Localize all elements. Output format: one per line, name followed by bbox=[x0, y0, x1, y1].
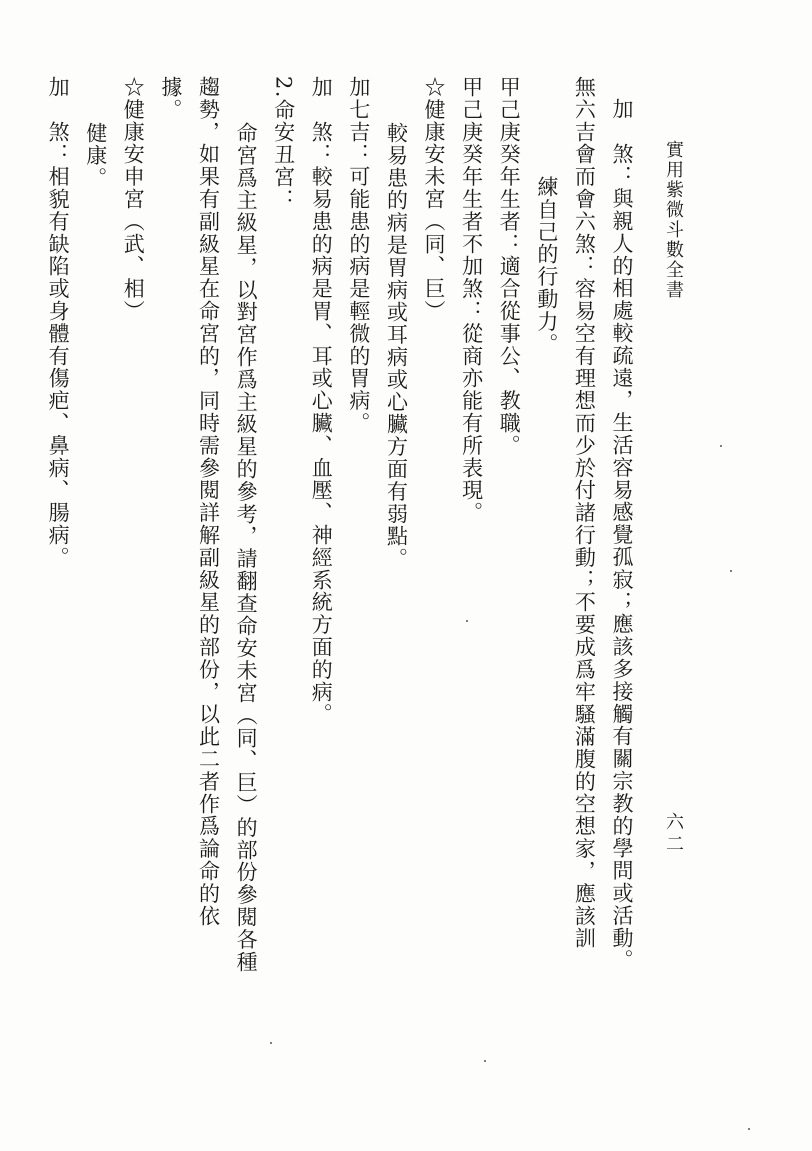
text-column: 加 煞：與親人的相處較疏遠，生活容易感覺孤寂；應該多接觸有關宗教的學問或活動。 bbox=[610, 98, 634, 972]
text-column: 加 煞：相貌有缺陷或身體有傷疤、鼻病、腸病。 bbox=[46, 76, 71, 569]
scan-speck bbox=[484, 1060, 486, 1062]
text-column: 加 煞：較易患的病是胃、耳或心臟、血壓、神經系統方面的病。 bbox=[309, 76, 334, 726]
text-column: 據。 bbox=[158, 76, 183, 121]
scan-speck bbox=[730, 570, 732, 572]
scan-speck bbox=[270, 1042, 272, 1044]
text-column: 加七吉：可能患的病是輕微的胃病。 bbox=[346, 76, 371, 435]
page-number: 六二 bbox=[663, 812, 684, 856]
scan-speck bbox=[466, 620, 468, 622]
text-column: 甲己庚癸年生者不加煞：從商亦能有所表現。 bbox=[459, 76, 484, 524]
scan-speck bbox=[720, 445, 722, 447]
text-column: 命宮爲主級星，以對宮作爲主級星的參考，請翻查命安未宮（同、巨）的部份參閱各種 bbox=[234, 122, 259, 974]
text-column: ☆健康安申宮（武、相） bbox=[121, 76, 146, 323]
text-column: 健康。 bbox=[83, 122, 108, 190]
text-column: 甲己庚癸年生者：適合從事公、教職。 bbox=[497, 76, 522, 457]
scan-speck bbox=[748, 1128, 750, 1130]
text-column: ☆健康安未宮（同、巨） bbox=[422, 76, 447, 323]
text-column: 較易患的病是胃病或耳病或心臟方面有弱點。 bbox=[384, 122, 409, 570]
text-column: 練自己的行動力。 bbox=[534, 176, 559, 356]
text-column: 趨勢，如果有副級星在命宮的，同時需參閱詳解副級星的部份，以此二者作爲論命的依 bbox=[196, 76, 221, 928]
section-heading: 2.命安丑宮： bbox=[271, 76, 296, 211]
text-column: 無六吉會而會六煞：容易空有理想而少於付諸行動；不要成爲牢騷滿腹的空想家，應該訓 bbox=[572, 76, 597, 950]
text-body bbox=[20, 76, 640, 1116]
running-title: 實用紫微斗數全書 bbox=[663, 140, 684, 300]
